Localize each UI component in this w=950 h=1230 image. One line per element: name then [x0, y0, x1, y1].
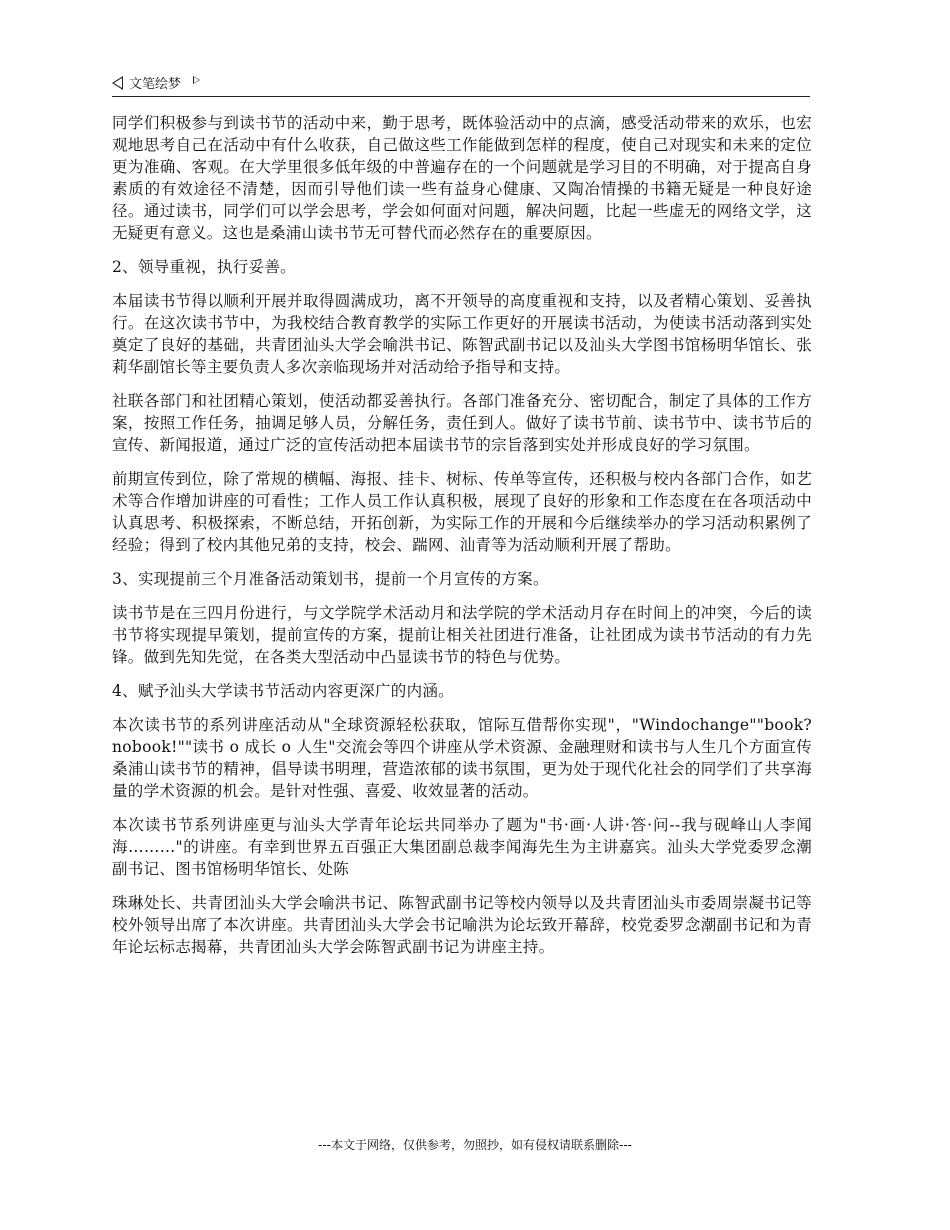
paragraph-7: 本次读书节系列讲座更与汕头大学青年论坛共同举办了题为"书·画·人讲·答·问--我与砚峰山人李闻海………"的讲座。有幸到世界五百强正大集团副总裁李闻海先生为主讲嘉宾。汕头大学党委罗念潮副书记、图书馆杨明华馆长、处陈 — [112, 816, 812, 878]
page-header — [112, 68, 810, 97]
paragraph-6: 本次读书节的系列讲座活动从"全球资源轻松获取，馆际互借帮你实现"，"Windochange""book?nobook!""读书 o 成长 o 人生"交流会等四个讲座从学术资源、金融理财和读书与人生几个方面宣传桑浦山读书节的精神，倡导读书明理，营造浓郁的读书氛围，更为处于现代化社会的同学们了共享海量的学术资源的机会。是针对性强、喜爱、收效显著的活动。 — [112, 716, 812, 800]
header-brand — [112, 73, 200, 92]
section-heading-3: 3、实现提前三个月准备活动策划书，提前一个月宣传的方案。 — [112, 570, 549, 588]
paragraph-5: 读书节是在三四月份进行，与文学院学术活动月和法学院的学术活动月存在时间上的冲突，今后的读书节将实现提早策划，提前宣传的方案，提前让相关社团进行准备，让社团成为读书节活动的有力先锋。做到先知先觉，在各类大型活动中凸显读书节的特色与优势。 — [112, 604, 812, 666]
section-heading-2: 2、领导重视，执行妥善。 — [112, 258, 296, 276]
paragraph-3: 社联各部门和社团精心策划，使活动都妥善执行。各部门准备充分、密切配合，制定了具体的工作方案，按照工作任务，抽调足够人员，分解任务，责任到人。做好了读书节前、读书节中、读书节后的宣传、新闻报道，通过广泛的宣传活动把本届读书节的宗旨落到实处并形成良好的学习氛围。 — [112, 392, 812, 454]
section-heading-4: 4、赋予汕头大学读书节活动内容更深广的内涵。 — [112, 682, 454, 700]
brand-label: 文笔绘梦 — [129, 77, 182, 92]
document-body — [112, 112, 812, 970]
paragraph-2: 本届读书节得以顺利开展并取得圆满成功，离不开领导的高度重视和支持，以及者精心策划、妥善执行。在这次读书节中，为我校结合教育教学的实际工作更好的开展读书活动，为使读书活动落到实处奠定了良好的基础，共青团汕头大学会喻洪书记、陈智武副书记以及汕头大学图书馆杨明华馆长、张莉华副馆长等主要负责人多次亲临现场并对活动给予指导和支持。 — [112, 292, 812, 376]
triangle-right-icon — [193, 76, 200, 84]
paragraph-8: 珠琳处长、共青团汕头大学会喻洪书记、陈智武副书记等校内领导以及共青团汕头市委周崇凝书记等校外领导出席了本次讲座。共青团汕头大学会书记喻洪为论坛致开幕辞，校党委罗念潮副书记和为青年论坛标志揭幕，共青团汕头大学会陈智武副书记为讲座主持。 — [112, 894, 812, 956]
paragraph-1: 同学们积极参与到读书节的活动中来，勤于思考，既体验活动中的点滴，感受活动带来的欢乐，也宏观地思考自己在活动中有什么收获，自己做这些工作能做到怎样的程度，使自己对现实和未来的定位更为准确、客观。在大学里很多低年级的中普遍存在的一个问题就是学习目的不明确，对于提高自身素质的有效途径不清楚，因而引导他们读一些有益身心健康、又陶冶情操的书籍无疑是一种良好途径。通过读书，同学们可以学会思考，学会如何面对问题，解决问题，比起一些虚无的网络文学，这无疑更有意义。这也是桑浦山读书节无可替代而必然存在的重要原因。 — [112, 114, 812, 242]
paragraph-4: 前期宣传到位，除了常规的横幅、海报、挂卡、树标、传单等宣传，还积极与校内各部门合作，如艺术等合作增加讲座的可看性；工作人员工作认真积极，展现了良好的形象和工作态度在在各项活动中认真思考、积极探索，不断总结，开拓创新，为实际工作的开展和今后继续举办的学习活动积累例了经验；得到了校内其他兄弟的支持，校会、踹网、汕青等为活动顺利开展了帮助。 — [112, 470, 812, 554]
page-footer: ---本文于网络，仅供参考，勿照抄，如有侵权请联系删除--- — [318, 1138, 632, 1152]
triangle-left-icon — [112, 76, 123, 90]
